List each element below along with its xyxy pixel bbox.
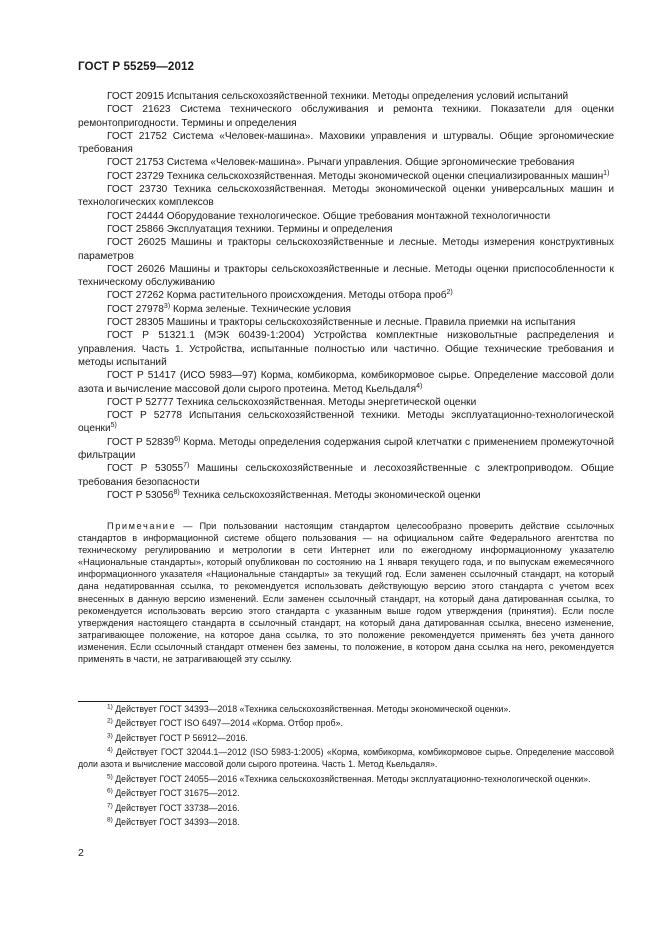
footnote-ref[interactable]: 5) [110,422,117,430]
reference-item: ГОСТ Р 53056$^{8)}$ Техника сельскохозяйственная. Методы экономической оценки [107,488,481,501]
reference-item: ГОСТ 26026 Машины и тракторы сельскохозяйственные и лесные. Методы оценки приспособленности к техническому обслуживанию [78,263,614,289]
reference-item: ГОСТ 27262 Корма растительного происхождения. Методы отбора проб$^{2)}$ [107,289,453,302]
reference-item: ГОСТ 24444 Оборудование технологическое. Общие требования монтажной технологичности [107,210,551,222]
footnote-item: $^{8)}$ Действует ГОСТ 34393—2018. [107,816,240,827]
footnote-ref[interactable]: 1) [603,169,610,177]
footnote-item: $^{1)}$ Действует ГОСТ 34393—2018 «Техника сельскохозяйственная. Методы экономической оценки». [107,703,511,714]
note-text: — При пользовании настоящим стандартом целесообразно проверить действие ссылочных стандартов в информационной системе общего пользования — на официальном сайте Федерального агентства по техническому регулированию и метрологии в сети Интернет или по ежегодному информационному указателю «Национальные стандарты», который опубликован по состоянию на 1 января текущего года, и по выпускам ежемесячного информационного указателя «Национальные стандарты» за текущий год. Если заменен ссылочный стандарт, на который дана недатированная ссылка, то рекомендуется использовать действующую версию этого стандарта с учетом всех внесенных в данную версию изменений. Если заменен ссылочный стандарт, на который дана датированная ссылка, то рекомендуется использовать версию этого стандарта с указанным выше годом утверждения (принятия). Если после утверждения настоящего стандарта в ссылочный стандарт, на который дана датированная ссылка, внесено изменение, затрагивающее положение, на которое дана ссылка, то это положение рекомендуется применять без учета данного изменения. Если ссылочный стандарт отменен без замены, то положение, в котором дана ссылка на него, рекомендуется применять в части, не затрагивающей эту ссылку. [78,521,614,665]
footnote-divider [78,701,208,702]
note-block [78,520,614,665]
reference-item: ГОСТ 23729 Техника сельскохозяйственная. Методы экономической оценки специализированных машин$^{1)}$ [107,169,610,182]
reference-item: ГОСТ 28305 Машины и тракторы сельскохозяйственные и лесные. Правила приемки на испытания [107,317,576,329]
reference-item: ГОСТ Р 51321.1 (МЭК 60439-1:2004) Устройства комплектные низковольтные распределения и управления. Часть 1. Устройства, испытанные полностью или частично. Общие технические требования и методы испытаний [78,330,614,368]
footnote-item: $^{3)}$ Действует ГОСТ Р 56912—2016. [107,732,248,743]
reference-item: ГОСТ 20915 Испытания сельскохозяйственной техники. Методы определения условий испытаний [107,91,569,102]
footnote-ref[interactable]: 4) [416,382,423,390]
footnote-ref[interactable]: 3) [163,302,171,310]
footnote-item: $^{6)}$ Действует ГОСТ 31675—2012. [107,787,240,799]
footnote-ref[interactable]: 7) [183,462,190,470]
reference-item: ГОСТ Р 51417 (ИСО 5983—97) Корма, комбикорма, комбикормовое сырье. Определение массовой доли азота и вычисление массовой доли сырого протеина. Метод Кьельдаля$^{4)}$ [78,370,614,395]
note-paragraph [78,520,614,665]
reference-item: ГОСТ 23730 Техника сельскохозяйственная. Методы экономической оценки универсальных машин и технологических комплексов [78,184,614,209]
footnote-item: $^{7)}$ Действует ГОСТ 33738—2016. [107,802,240,813]
footnote-ref[interactable]: 8) [173,488,180,496]
reference-item: ГОСТ Р 52777 Техника сельскохозяйственная. Методы энергетической оценки [107,396,477,408]
footnote-item: $^{5)}$ Действует ГОСТ 24055—2016 «Техника сельскохозяйственная. Методы эксплуатационно-технологической оценки». [107,773,591,784]
reference-item: ГОСТ 21623 Система технического обслуживания и ремонта техники. Показатели для оценки ремонтопригодности. Термины и определения [78,104,614,129]
reference-item: ГОСТ Р 52839$^{6)}$ Корма. Методы определения содержания сырой клетчатки с применением промежуточной фильтрации [78,435,614,462]
reference-item: ГОСТ Р 53055$^{7)}$ Машины сельскохозяйственные и лесохозяйственные с электроприводом. Общие требования безопасности [78,462,614,488]
note-label: Примечание [107,521,177,531]
footnote-ref[interactable]: 2) [446,289,453,297]
reference-item: ГОСТ 21752 Система «Человек-машина». Маховики управления и штурвалы. Общие эргономические требования [78,130,614,156]
reference-item: ГОСТ 26025 Машины и тракторы сельскохозяйственные и лесные. Методы измерения конструктивных параметров [78,237,614,262]
page-header-title: ГОСТ Р 55259—2012 [78,60,195,73]
reference-item: ГОСТ 25866 Эксплуатация техники. Термины и определения [107,223,393,235]
normative-references-list [78,90,614,502]
footnote-item: $^{4)}$ Действует ГОСТ 32044.1—2012 (ISO 5983-1:2005) «Корма, комбикорма, комбикормовое сырье. Определение массовой доли азота и вычисление массовой доли сырого протеина. Часть 1. Метод Кьельдаля». [78,746,614,770]
page-number: 2 [78,847,84,859]
footnote-item: $^{2)}$ Действует ГОСТ ISO 6497—2014 «Корма. Отбор проб». [107,717,343,729]
reference-item: ГОСТ 27978$^{3)}$ Корма зеленые. Технические условия [107,302,352,315]
reference-item: ГОСТ 21753 Система «Человек-машина». Рычаги управления. Общие эргономические требования [107,157,575,169]
footnotes-list [78,704,614,831]
reference-item: ГОСТ Р 52778 Испытания сельскохозяйственной техники. Методы эксплуатационно-технологической оценки$^{5)}$ [78,410,614,435]
footnote-ref[interactable]: 6) [174,435,181,443]
